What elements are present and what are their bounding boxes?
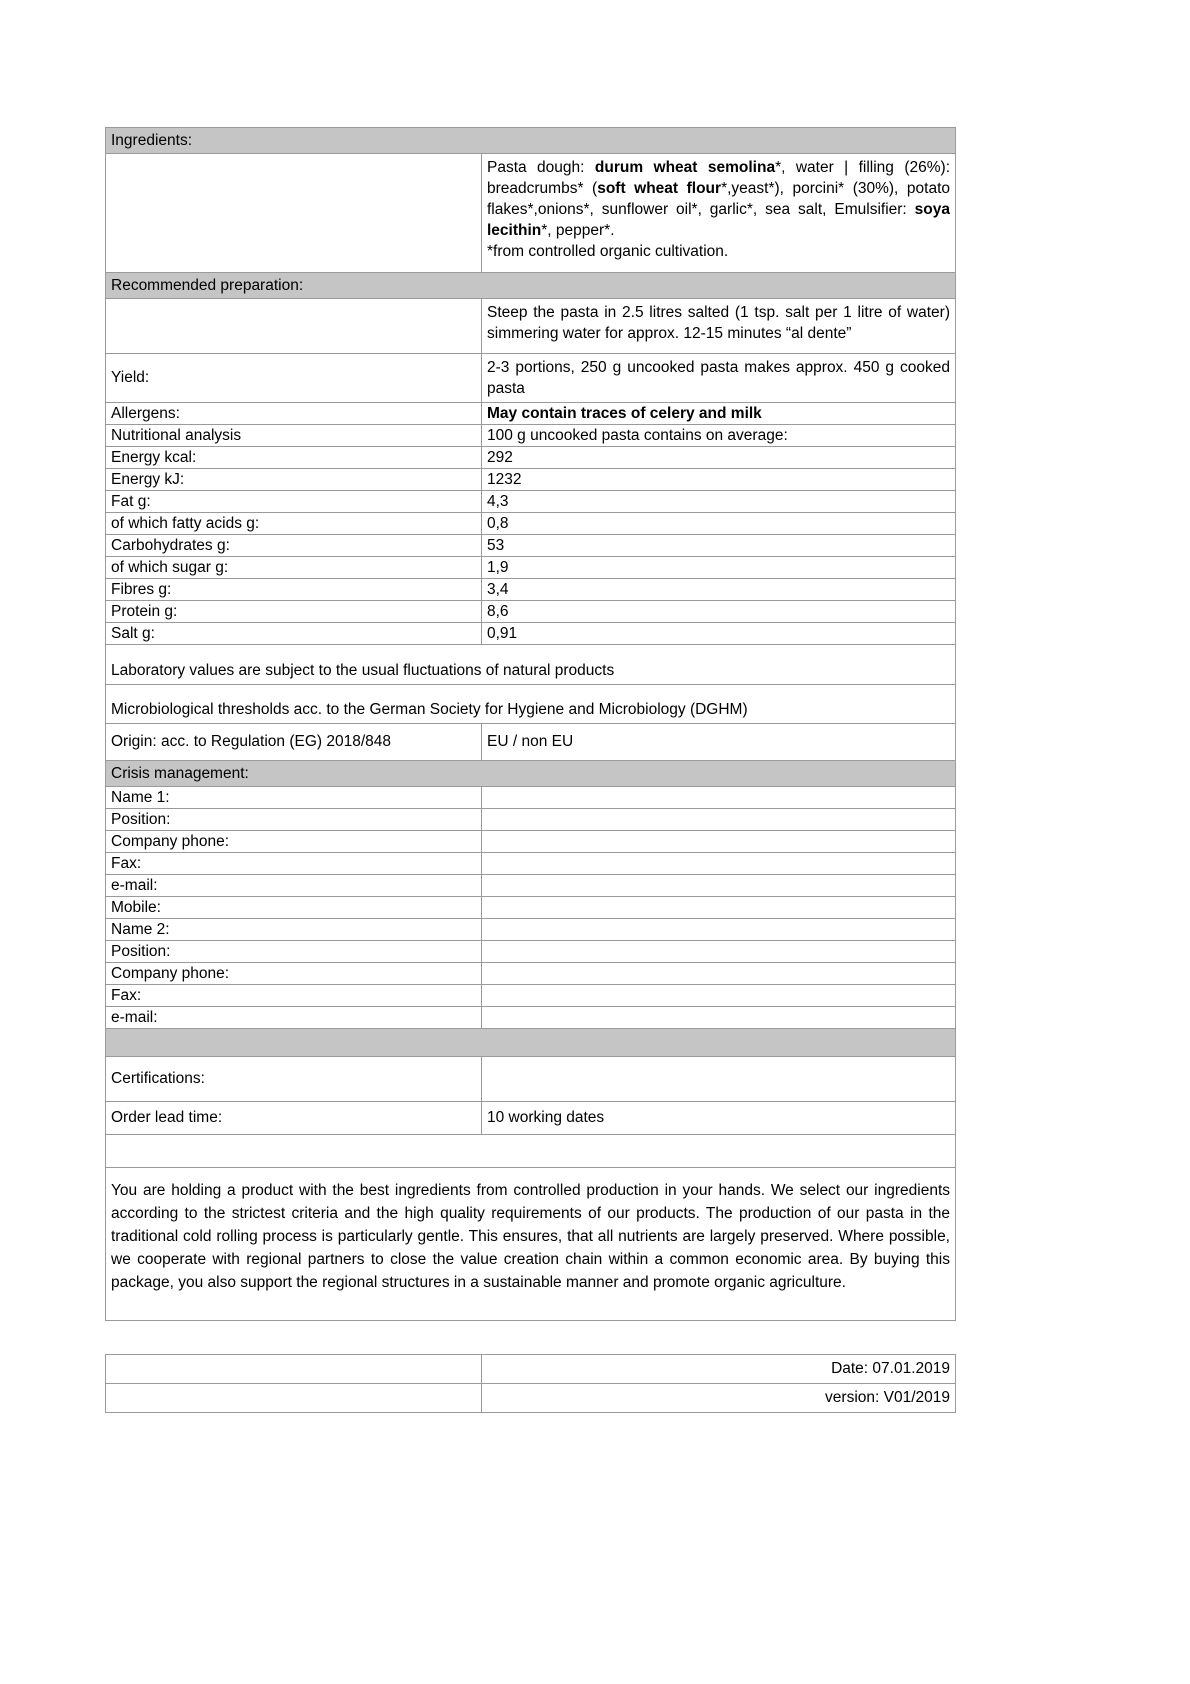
crisis-field-row xyxy=(106,985,956,1007)
microbiological-note: Microbiological thresholds acc. to the German Society for Hygiene and Microbiology (DGHM) xyxy=(106,685,956,724)
order-lead-time-row xyxy=(106,1102,956,1135)
crisis-field-label: Name 1: xyxy=(106,787,482,809)
nutrition-row xyxy=(106,579,956,601)
crisis-header-row xyxy=(106,761,956,787)
preparation-text: Steep the pasta in 2.5 litres salted (1 tsp. salt per 1 litre of water) simmering water for approx. 12-15 minutes “al dente” xyxy=(482,299,956,354)
spec-sheet xyxy=(105,127,956,1413)
ingredients-footnote: *from controlled organic cultivation. xyxy=(487,243,729,260)
ingredients-label-cell xyxy=(106,154,482,273)
ingredients-segment: *,yeast*), porcini* (30%), potato flakes*,onions*, sunflower oil*, garlic*, sea salt, Emulsifier: xyxy=(487,180,951,218)
laboratory-note-row xyxy=(106,645,956,685)
yield-row xyxy=(106,354,956,403)
nutrition-value: 0,8 xyxy=(482,513,956,535)
preparation-section-header: Recommended preparation: xyxy=(106,273,956,299)
crisis-field-value xyxy=(482,809,956,831)
ingredients-segment: Pasta dough: xyxy=(487,159,595,176)
certifications-value xyxy=(482,1057,956,1102)
crisis-field-row xyxy=(106,787,956,809)
nutrition-row xyxy=(106,447,956,469)
blank-spacer-row xyxy=(106,1135,956,1168)
crisis-field-value xyxy=(482,787,956,809)
nutrition-label: Energy kJ: xyxy=(106,469,482,491)
nutrition-value: 4,3 xyxy=(482,491,956,513)
crisis-field-value xyxy=(482,963,956,985)
nutrition-label: of which sugar g: xyxy=(106,557,482,579)
crisis-field-value xyxy=(482,831,956,853)
crisis-field-value xyxy=(482,941,956,963)
nutrition-label: of which fatty acids g: xyxy=(106,513,482,535)
nutrition-intro-value: 100 g uncooked pasta contains on average: xyxy=(482,425,956,447)
nutrition-value: 1232 xyxy=(482,469,956,491)
crisis-field-label: Company phone: xyxy=(106,831,482,853)
crisis-field-row xyxy=(106,963,956,985)
crisis-field-row xyxy=(106,875,956,897)
microbiological-note-row xyxy=(106,685,956,724)
order-lead-time-value: 10 working dates xyxy=(482,1102,956,1135)
gray-spacer-row xyxy=(106,1029,956,1057)
nutrition-label: Fibres g: xyxy=(106,579,482,601)
ingredients-row xyxy=(106,154,956,273)
crisis-field-label: Mobile: xyxy=(106,897,482,919)
nutrition-row xyxy=(106,601,956,623)
marketing-text-row xyxy=(106,1168,956,1321)
ingredients-segment-bold: soft wheat flour xyxy=(597,180,722,197)
table-gap xyxy=(105,1321,956,1354)
order-lead-time-label: Order lead time: xyxy=(106,1102,482,1135)
crisis-field-label: Company phone: xyxy=(106,963,482,985)
nutrition-value: 0,91 xyxy=(482,623,956,645)
nutrition-label: Protein g: xyxy=(106,601,482,623)
crisis-field-value xyxy=(482,985,956,1007)
marketing-text: You are holding a product with the best ingredients from controlled production in your hands. We select our ingredients according to the strictest criteria and the high quality requirements of our products. The production of our pasta in the traditional cold rolling process is particularly gentle. This ensures, that all nutrients are largely preserved. Where possible, we cooperate with regional partners to close the value creation chain within a common economic area. By buying this package, you also support the regional structures in a sustainable manner and promote organic agriculture. xyxy=(106,1168,956,1321)
allergens-value: May contain traces of celery and milk xyxy=(482,403,956,425)
nutrition-label: Energy kcal: xyxy=(106,447,482,469)
origin-label: Origin: acc. to Regulation (EG) 2018/848 xyxy=(106,724,482,761)
crisis-field-label: Position: xyxy=(106,809,482,831)
nutrition-row xyxy=(106,491,956,513)
crisis-field-label: Name 2: xyxy=(106,919,482,941)
gray-spacer-cell xyxy=(106,1029,956,1057)
nutrition-row xyxy=(106,557,956,579)
nutrition-value: 53 xyxy=(482,535,956,557)
yield-label: Yield: xyxy=(106,354,482,403)
preparation-label-cell xyxy=(106,299,482,354)
footer-table xyxy=(105,1354,956,1413)
crisis-field-row xyxy=(106,831,956,853)
nutrition-row xyxy=(106,513,956,535)
ingredients-segment: *, pepper*. xyxy=(541,222,615,239)
nutrition-intro-row xyxy=(106,425,956,447)
crisis-field-label: e-mail: xyxy=(106,1007,482,1029)
crisis-field-row xyxy=(106,1007,956,1029)
version-empty-cell xyxy=(106,1384,482,1413)
nutrition-label: Fat g: xyxy=(106,491,482,513)
nutrition-row xyxy=(106,623,956,645)
nutrition-row xyxy=(106,469,956,491)
crisis-field-label: e-mail: xyxy=(106,875,482,897)
crisis-section-header: Crisis management: xyxy=(106,761,956,787)
nutrition-row xyxy=(106,535,956,557)
blank-spacer-cell xyxy=(106,1135,956,1168)
nutrition-intro-label: Nutritional analysis xyxy=(106,425,482,447)
crisis-field-value xyxy=(482,853,956,875)
certifications-row xyxy=(106,1057,956,1102)
yield-value: 2-3 portions, 250 g uncooked pasta makes approx. 450 g cooked pasta xyxy=(482,354,956,403)
nutrition-value: 1,9 xyxy=(482,557,956,579)
nutrition-value: 292 xyxy=(482,447,956,469)
crisis-field-row xyxy=(106,853,956,875)
date-row xyxy=(106,1355,956,1384)
crisis-field-row xyxy=(106,919,956,941)
crisis-field-row xyxy=(106,941,956,963)
preparation-row xyxy=(106,299,956,354)
crisis-field-row xyxy=(106,809,956,831)
crisis-field-label: Fax: xyxy=(106,985,482,1007)
allergens-label: Allergens: xyxy=(106,403,482,425)
date-value: Date: 07.01.2019 xyxy=(482,1355,956,1384)
version-value: version: V01/2019 xyxy=(482,1384,956,1413)
laboratory-note: Laboratory values are subject to the usual fluctuations of natural products xyxy=(106,645,956,685)
preparation-header-row xyxy=(106,273,956,299)
date-empty-cell xyxy=(106,1355,482,1384)
ingredients-section-header: Ingredients: xyxy=(106,128,956,154)
ingredients-segment-bold: soya lecithin xyxy=(487,201,950,239)
certifications-label: Certifications: xyxy=(106,1057,482,1102)
product-spec-table xyxy=(105,127,956,1321)
crisis-field-row xyxy=(106,897,956,919)
origin-row xyxy=(106,724,956,761)
crisis-field-value xyxy=(482,919,956,941)
crisis-field-value xyxy=(482,897,956,919)
ingredients-header-row xyxy=(106,128,956,154)
crisis-field-label: Position: xyxy=(106,941,482,963)
ingredients-segment-bold: durum wheat semolina xyxy=(594,159,776,176)
nutrition-value: 3,4 xyxy=(482,579,956,601)
version-row xyxy=(106,1384,956,1413)
ingredients-segment: *, water | filling (26%): breadcrumbs* ( xyxy=(487,159,950,197)
crisis-field-value xyxy=(482,875,956,897)
nutrition-label: Salt g: xyxy=(106,623,482,645)
allergens-row xyxy=(106,403,956,425)
origin-value: EU / non EU xyxy=(482,724,956,761)
crisis-field-label: Fax: xyxy=(106,853,482,875)
crisis-field-value xyxy=(482,1007,956,1029)
nutrition-value: 8,6 xyxy=(482,601,956,623)
ingredients-text-cell xyxy=(482,154,956,273)
nutrition-label: Carbohydrates g: xyxy=(106,535,482,557)
